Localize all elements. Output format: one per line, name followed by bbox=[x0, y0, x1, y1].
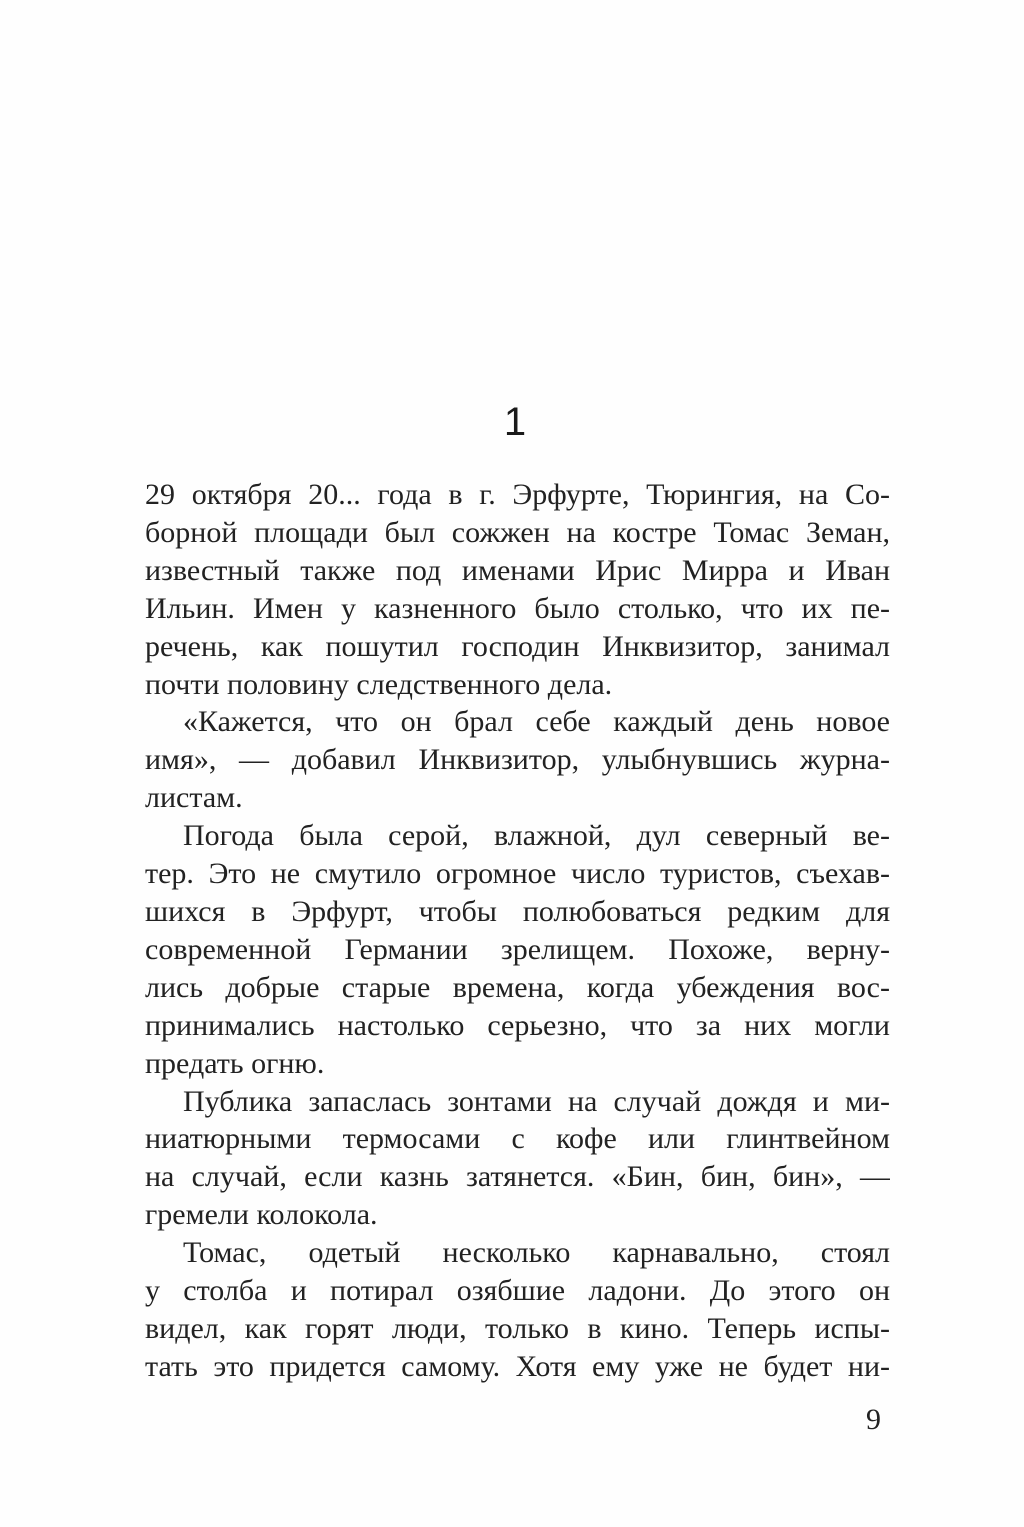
paragraph-4 bbox=[145, 1083, 890, 1235]
text-line: «Кажется, что он брал себе каждый день новое bbox=[183, 705, 890, 739]
body-text bbox=[145, 476, 890, 1386]
text-line: видел, как горят люди, только в кино. Теперь испы- bbox=[145, 1311, 890, 1345]
text-line: почти половину следственного дела. bbox=[145, 667, 613, 701]
text-line: имя», — добавил Инквизитор, улыбнувшись журна- bbox=[145, 743, 890, 777]
text-line: предать огню. bbox=[145, 1046, 325, 1080]
text-line: тер. Это не смутило огромное число туристов, съехав- bbox=[145, 857, 890, 891]
text-line: 29 октября 20... года в г. Эрфурте, Тюрингия, на Со- bbox=[145, 478, 890, 511]
text-line: речень, как пошутил господин Инквизитор, занимал bbox=[145, 629, 890, 663]
paragraph-1 bbox=[145, 476, 890, 703]
text-line: на случай, если казнь затянется. «Бин, бин, бин», — bbox=[145, 1160, 890, 1194]
text-line: Ильин. Имен у казненного было столько, что их пе- bbox=[145, 591, 890, 625]
paragraph-5 bbox=[145, 1234, 890, 1386]
text-line: известный также под именами Ирис Мирра и Иван bbox=[145, 553, 890, 587]
text-line: принимались настолько серьезно, что за них могли bbox=[145, 1008, 890, 1042]
page-number: 9 bbox=[866, 1403, 881, 1436]
paragraph-3 bbox=[145, 817, 890, 1082]
text-line: шихся в Эрфурт, чтобы полюбоваться редким для bbox=[145, 894, 890, 928]
text-line: борной площади был сожжен на костре Томас Земан, bbox=[145, 515, 890, 549]
text-line: тать это придется самому. Хотя ему уже не будет ни- bbox=[145, 1349, 890, 1383]
text-line: у столба и потирал озябшие ладони. До этого он bbox=[145, 1274, 890, 1308]
text-line: лись добрые старые времена, когда убеждения вос- bbox=[145, 970, 890, 1004]
text-line: Публика запаслась зонтами на случай дождя и ми- bbox=[183, 1084, 890, 1118]
paragraph-2 bbox=[145, 703, 890, 817]
text-line: ниатюрными термосами с кофе или глинтвейном bbox=[145, 1122, 890, 1156]
text-line: гремели колокола. bbox=[145, 1198, 378, 1232]
text-line: Погода была серой, влажной, дул северный ве- bbox=[183, 819, 890, 853]
text-line: современной Германии зрелищем. Похоже, верну- bbox=[145, 932, 890, 966]
text-line: Томас, одетый несколько карнавально, стоял bbox=[183, 1236, 890, 1270]
chapter-number: 1 bbox=[503, 400, 527, 444]
text-line: листам. bbox=[145, 781, 243, 815]
